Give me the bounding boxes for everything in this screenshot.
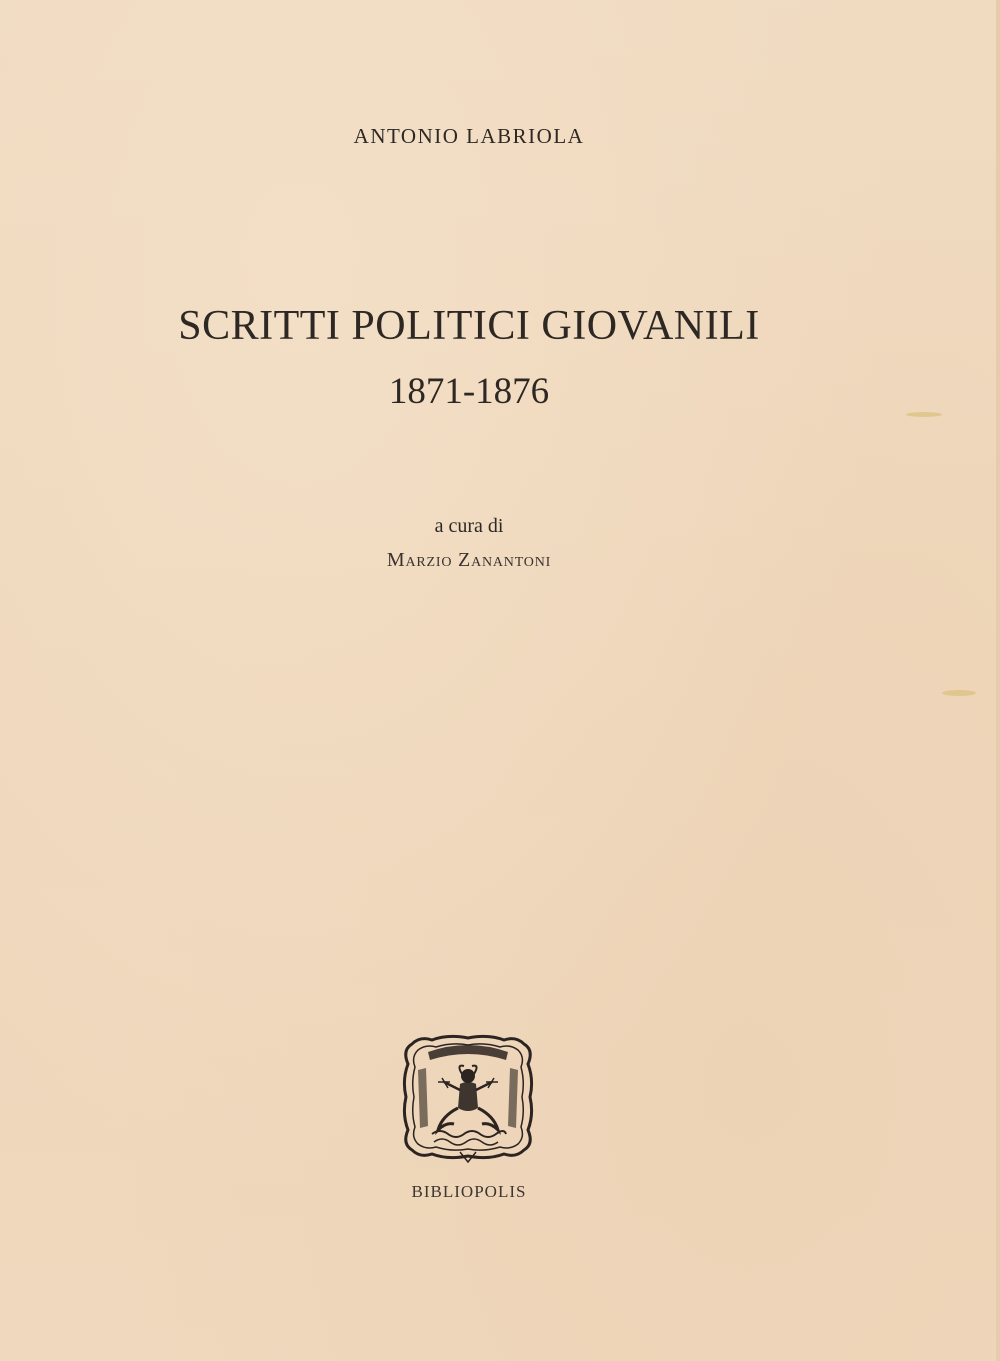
paper-speck <box>906 412 942 417</box>
publisher-name: BIBLIOPOLIS <box>411 1182 527 1201</box>
curator-prefix: a cura di <box>434 515 504 537</box>
author-name: ANTONIO LABRIOLA <box>353 124 585 148</box>
publisher-emblem-icon <box>398 1030 538 1164</box>
book-years: 1871-1876 <box>388 371 550 412</box>
page-edge <box>996 0 1000 1361</box>
curator-name: Marzio Zanantoni <box>386 549 552 571</box>
book-title: SCRITTI POLITICI GIOVANILI <box>178 303 760 349</box>
paper-speck <box>942 690 976 696</box>
